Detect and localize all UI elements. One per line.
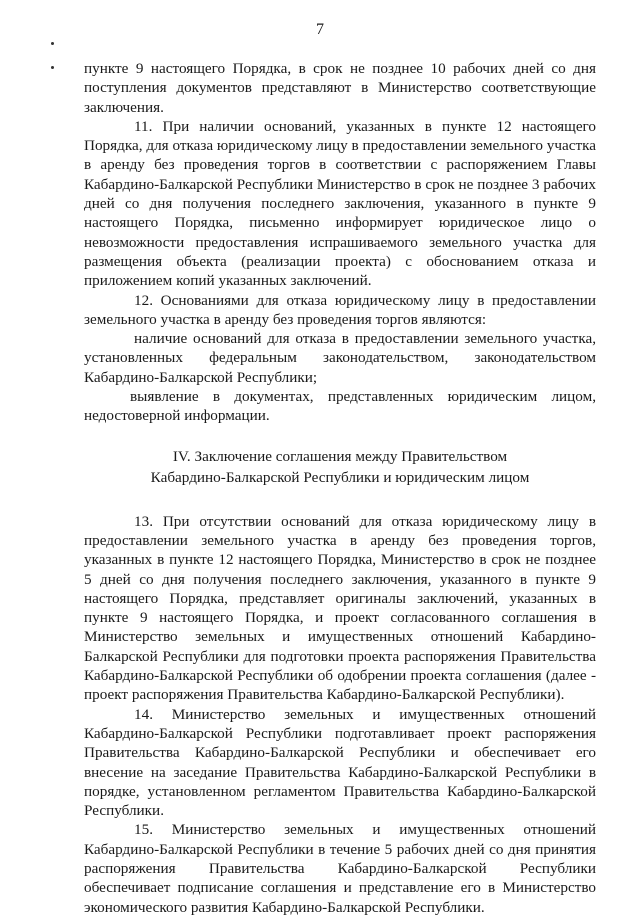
document-body [84, 59, 596, 917]
paragraph-continuation: пункте 9 настоящего Порядка, в срок не позднее 10 рабочих дней со дня поступления документов представляют в Министерство соответствующие заключения. [84, 60, 596, 116]
paragraph-12-item-2: выявление в документах, представленных юридическим лицом, недостоверной информации. [84, 388, 596, 425]
section-heading-line-2: Кабардино-Балкарской Республики и юридическим лицом [150, 468, 530, 486]
paragraph-15: 15. Министерство земельных и имущественных отношений Кабардино-Балкарской Республики в течение 5 рабочих дней со дня принятия распоряжения Правительства Кабардино-Балкарской Республики обеспечивает подписание соглашения и представление его в Министерство экономического развития Кабардино-Балкарской Республики. [84, 821, 596, 916]
paragraph-14: 14. Министерство земельных и имущественных отношений Кабардино-Балкарской Республики подготавливает проект распоряжения Правительства Кабардино-Балкарской Республики и обеспечивает его внесение на заседание Правительства Кабардино-Балкарской Республики в порядке, установленном регламентом Правительства Кабардино-Балкарской Республики. [84, 705, 596, 820]
scan-dot-mark [51, 66, 54, 69]
paragraph-12: 12. Основаниями для отказа юридическому лицу в предоставлении земельного участка в аренду без проведения торгов являются: [84, 291, 596, 328]
section-heading-line-1: IV. Заключение соглашения между Правительством [172, 447, 508, 465]
page-number: 7 [316, 21, 324, 38]
paragraph-13: 13. При отсутствии оснований для отказа юридическому лицу в предоставлении земельного участка в аренду без проведения торгов, указанных в пункте 12 настоящего Порядка, Министерство в срок не позднее 5 дней со дня получения последнего заключения, указанного в пункте 9 настоящего Порядка, представляет оригиналы заключений, указанных в пункте 9 настоящего Порядка, и проект согласованного соглашения в Министерство земельных и имущественных отношений Кабардино-Балкарской Республики для подготовки проекта распоряжения Правительства Кабардино-Балкарской Республики об одобрении проекта соглашения (далее - проект распоряжения Правительства Кабардино-Балкарской Республики). [84, 512, 596, 704]
paragraph-11: 11. При наличии оснований, указанных в пункте 12 настоящего Порядка, для отказа юридическому лицу в предоставлении земельного участка в аренду без проведения торгов в соответствии с распоряжением Главы Кабардино-Балкарской Республики Министерство в срок не позднее 3 рабочих дней со дня получения последнего заключения, указанного в пункте 9 настоящего Порядка, письменно информирует юридическое лицо о невозможности предоставления испрашиваемого земельного участка для размещения объекта (реализации проекта) с обоснованием отказа и приложением копий указанных заключений. [84, 117, 596, 290]
paragraph-12-item-1: наличие оснований для отказа в предоставлении земельного участка, установленных федеральным законодательством, законодательством Кабардино-Балкарской Республики; [84, 330, 596, 386]
scan-dot-mark [51, 42, 54, 45]
section-heading [84, 446, 596, 488]
